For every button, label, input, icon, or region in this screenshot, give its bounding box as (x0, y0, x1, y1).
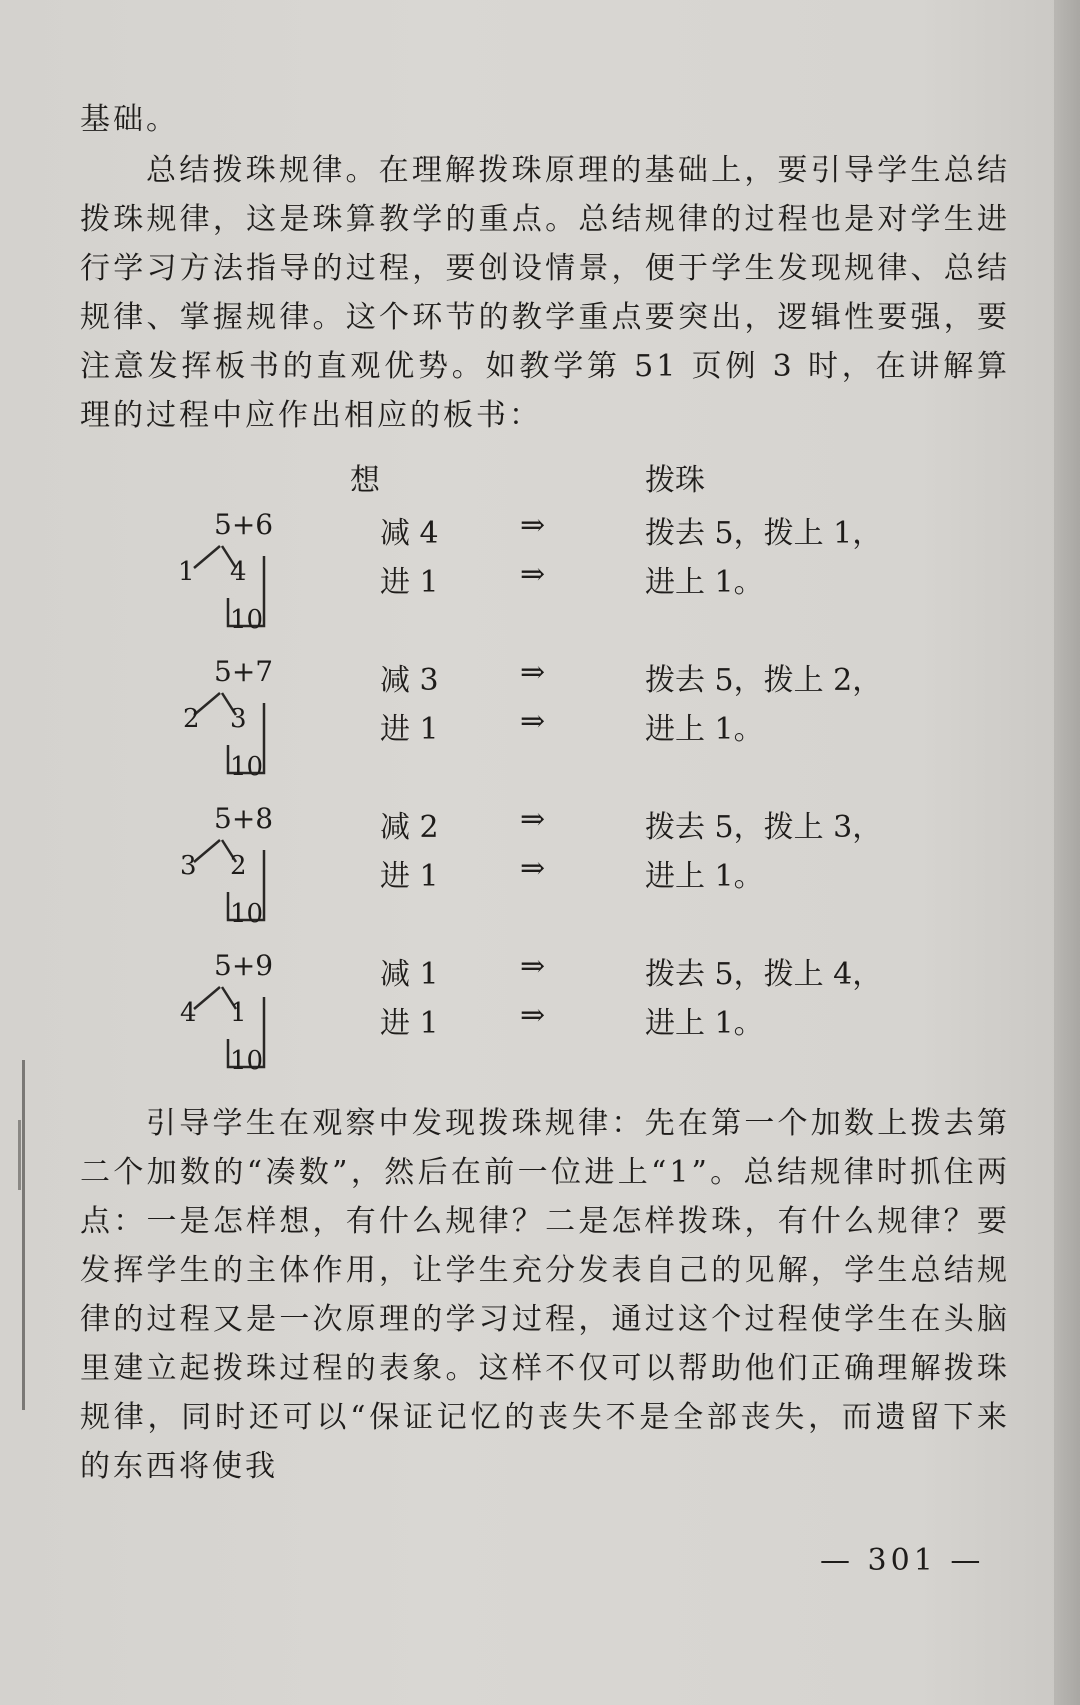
think-step: 进 1 (380, 565, 439, 600)
header-move: 拨珠 (645, 463, 705, 498)
arrow: ⇒ (520, 802, 546, 837)
split-right-number: 1 (230, 998, 247, 1028)
bead-move-step: 拨去 5，拨上 4， (645, 957, 883, 992)
arrow: ⇒ (520, 704, 546, 739)
split-left-number: 1 (178, 557, 195, 587)
think-step: 减 4 (380, 516, 439, 551)
split-left-number: 3 (180, 851, 197, 881)
paragraph-guide-students: 引导学生在观察中发现拨珠规律：先在第一个加数上拨去第二个加数的“凑数”，然后在前一位进上“1”。总结规律时抓住两点：一是怎样想，有什么规律？二是怎样拨珠，有什么规律？要发挥学生的主体作用，让学生充分发表自己的见解，学生总结规律的过程又是一次原理的学习过程，通过这个过程使学生在头脑里建立起拨珠过程的表象。这样不仅可以帮助他们正确理解拨珠规律，同时还可以“保证记忆的丧失不是全部丧失，而遗留下来的东西将使我 (80, 1106, 1010, 1484)
think-step: 进 1 (380, 859, 439, 894)
bead-move-step: 拨去 5，拨上 1， (645, 516, 883, 551)
split-line-left (194, 840, 220, 862)
arrow: ⇒ (520, 557, 546, 592)
think-step: 减 2 (380, 810, 439, 845)
paragraph-summary-rules: 总结拨珠规律。在理解拨珠原理的基础上，要引导学生总结拨珠规律，这是珠算教学的重点。总结规律的过程也是对学生进行学习方法指导的过程，要创设情景，便于学生发现规律、总结规律、掌握规律。这个环节的教学重点要突出，逻辑性要强，要注意发挥板书的直观优势。如教学第 51 页例 3 时，在讲解算理的过程中应作出相应的板书： (80, 153, 1010, 433)
bead-move-step: 进上 1。 (645, 1006, 764, 1041)
think-step: 减 1 (380, 957, 439, 992)
paragraph-continuation: 基础。 (80, 102, 179, 137)
addition-expression: 5+9 (214, 949, 274, 982)
split-right-number: 4 (230, 557, 247, 587)
split-left-number: 2 (183, 704, 200, 734)
bead-move-step: 进上 1。 (645, 712, 764, 747)
think-step: 减 3 (380, 663, 439, 698)
arrow: ⇒ (520, 508, 546, 543)
margin-pencil-mark (18, 1120, 21, 1190)
split-line-left (194, 987, 220, 1009)
arrow: ⇒ (520, 851, 546, 886)
margin-pencil-mark (22, 1060, 25, 1410)
page-number: — 301 — (820, 1543, 985, 1578)
think-step: 进 1 (380, 712, 439, 747)
arrow: ⇒ (520, 998, 546, 1033)
bead-move-step: 进上 1。 (645, 565, 764, 600)
arrow: ⇒ (520, 655, 546, 690)
bead-move-step: 拨去 5，拨上 3， (645, 810, 883, 845)
split-right-number: 2 (230, 851, 247, 881)
split-line-left (194, 546, 220, 568)
ten-number: 10 (230, 605, 264, 635)
split-right-number: 3 (230, 704, 247, 734)
bead-move-step: 进上 1。 (645, 859, 764, 894)
addition-expression: 5+8 (214, 802, 274, 835)
ten-number: 10 (230, 752, 264, 782)
split-left-number: 4 (180, 998, 197, 1028)
addition-expression: 5+7 (214, 655, 274, 688)
addition-expression: 5+6 (214, 508, 274, 541)
header-think: 想 (350, 463, 380, 498)
ten-number: 10 (230, 899, 264, 929)
think-step: 进 1 (380, 1006, 439, 1041)
ten-number: 10 (230, 1046, 264, 1076)
arrow: ⇒ (520, 949, 546, 984)
bead-move-step: 拨去 5，拨上 2， (645, 663, 883, 698)
